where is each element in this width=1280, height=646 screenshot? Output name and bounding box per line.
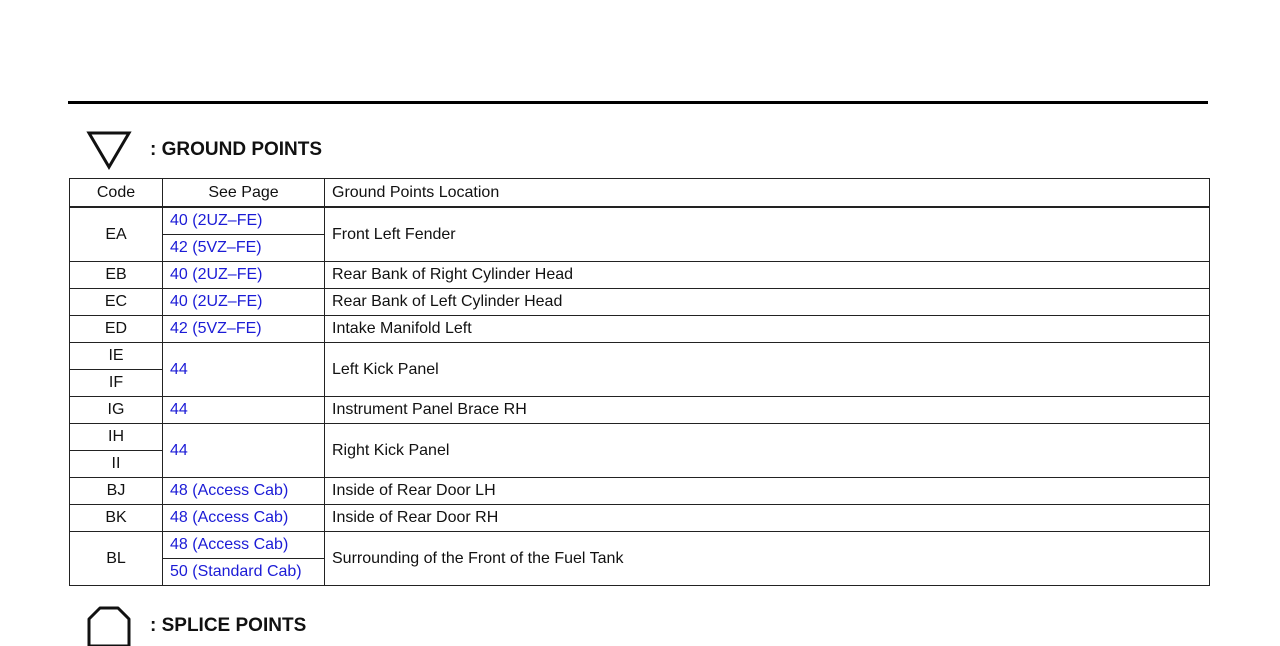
see-page-link[interactable]: 48 (Access Cab) (163, 532, 325, 559)
location-cell: Instrument Panel Brace RH (325, 397, 1210, 424)
ground-points-table (69, 178, 1210, 586)
header-see-page: See Page (163, 179, 325, 208)
see-page-link[interactable]: 44 (163, 397, 325, 424)
table-body (70, 207, 1210, 586)
table-row (70, 505, 1210, 532)
ground-points-heading (86, 130, 322, 170)
see-page-link[interactable]: 42 (5VZ–FE) (163, 316, 325, 343)
splice-points-title: : SPLICE POINTS (150, 615, 307, 636)
see-page-link[interactable]: 48 (Access Cab) (163, 505, 325, 532)
code-cell: EA (70, 207, 163, 262)
code-cell: BK (70, 505, 163, 532)
location-cell: Rear Bank of Left Cylinder Head (325, 289, 1210, 316)
triangle-down-icon (86, 130, 132, 170)
code-cell: BJ (70, 478, 163, 505)
code-cell: IG (70, 397, 163, 424)
location-cell: Intake Manifold Left (325, 316, 1210, 343)
code-cell: IF (70, 370, 163, 397)
splice-points-heading (86, 606, 306, 646)
table-row (70, 478, 1210, 505)
location-cell: Inside of Rear Door RH (325, 505, 1210, 532)
code-cell: IH (70, 424, 163, 451)
top-rule (68, 101, 1208, 104)
see-page-link[interactable]: 40 (2UZ–FE) (163, 289, 325, 316)
see-page-link[interactable]: 48 (Access Cab) (163, 478, 325, 505)
code-cell: EB (70, 262, 163, 289)
table-row (70, 397, 1210, 424)
code-cell: ED (70, 316, 163, 343)
code-cell: II (70, 451, 163, 478)
table-row (70, 289, 1210, 316)
location-cell: Inside of Rear Door LH (325, 478, 1210, 505)
octagon-icon (86, 606, 132, 646)
location-cell: Surrounding of the Front of the Fuel Tank (325, 532, 1210, 586)
see-page-link[interactable]: 40 (2UZ–FE) (163, 207, 325, 235)
location-cell: Front Left Fender (325, 207, 1210, 262)
see-page-link[interactable]: 50 (Standard Cab) (163, 559, 325, 586)
code-cell: IE (70, 343, 163, 370)
header-location: Ground Points Location (325, 179, 1210, 208)
table-row (70, 262, 1210, 289)
location-cell: Left Kick Panel (325, 343, 1210, 397)
table-row (70, 316, 1210, 343)
see-page-link[interactable]: 44 (163, 424, 325, 478)
code-cell: BL (70, 532, 163, 586)
table-header-row (70, 179, 1210, 208)
header-code: Code (70, 179, 163, 208)
see-page-link[interactable]: 42 (5VZ–FE) (163, 235, 325, 262)
table-row (70, 424, 1210, 451)
see-page-link[interactable]: 44 (163, 343, 325, 397)
code-cell: EC (70, 289, 163, 316)
see-page-link[interactable]: 40 (2UZ–FE) (163, 262, 325, 289)
table-row (70, 532, 1210, 559)
table-row (70, 207, 1210, 235)
location-cell: Right Kick Panel (325, 424, 1210, 478)
location-cell: Rear Bank of Right Cylinder Head (325, 262, 1210, 289)
ground-points-title: : GROUND POINTS (150, 139, 323, 160)
table-row (70, 343, 1210, 370)
